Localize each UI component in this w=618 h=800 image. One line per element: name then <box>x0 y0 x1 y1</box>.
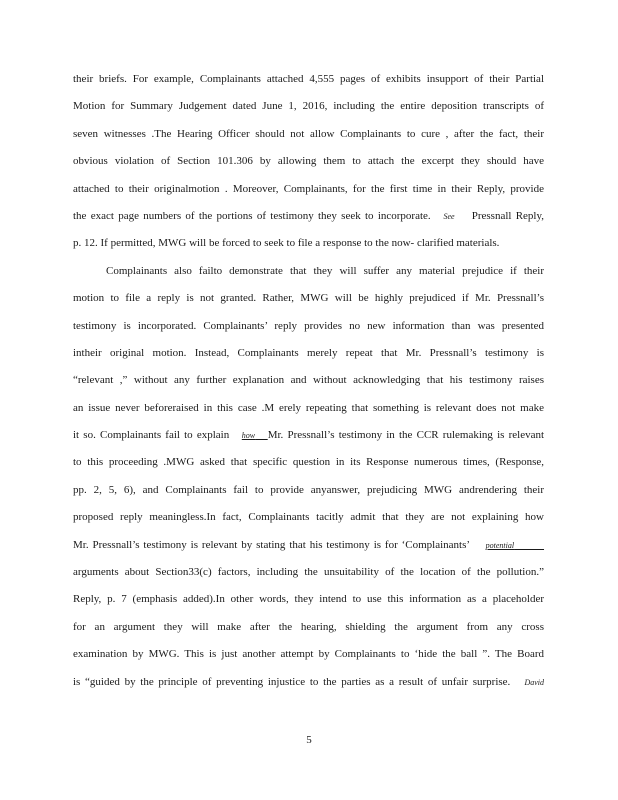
citation-signal: See <box>443 211 455 221</box>
text-line: arguments about Section33(c) factors, including the unsuitability of the location of the pollution.” <box>73 566 544 579</box>
emphasis-how: how <box>241 431 256 441</box>
page-number: 5 <box>306 734 312 746</box>
text-line: intheir original motion. Instead, Complainants merely repeat that Mr. Pressnall’s testimony is <box>73 346 544 359</box>
body-text <box>73 70 544 700</box>
text-line: pp. 2, 5, 6), and Complainants fail to provide anyanswer, prejudicing MWG andrendering their <box>73 483 544 496</box>
text-line: proposed reply meaningless.In fact, Complainants tacitly admit that they are not explaining how <box>73 511 544 524</box>
text-line: their briefs. For example, Complainants attached 4,555 pages of exhibits insupport of their Partial <box>73 73 544 85</box>
text-line: for an argument they will make after the hearing, shielding the argument from any cross <box>73 620 544 633</box>
text-line: it so. Complainants fail to explain how Mr. Pressnall’s testimony in the CCR rulemaking is relevant <box>73 429 545 442</box>
text-line: motion to file a reply is not granted. Rather, MWG will be highly prejudiced if Mr. Pressnall’s <box>73 292 544 305</box>
text-line: the exact page numbers of the portions of testimony they seek to incorporate. See Pressnall Reply, <box>73 209 545 222</box>
text-line: attached to their originalmotion . Moreover, Complainants, for the first time in their Reply, provide <box>73 182 544 195</box>
text-line: p. 12. If permitted, MWG will be forced to seek to file a response to the now- clarified materials. <box>73 237 500 250</box>
text-line: an issue never beforeraised in this case .M erely repeating that something is relevant does not make <box>73 401 544 414</box>
text-line: is “guided by the principle of preventing injustice to the parties as a result of unfair surprise. David <box>73 675 545 688</box>
text-line: “relevant ,” without any further explanation and without acknowledging that his testimony raises <box>73 374 544 387</box>
text-line: Reply, p. 7 (emphasis added).In other words, they intend to use this information as a placeholder <box>73 593 544 606</box>
text-line: Motion for Summary Judgement dated June 1, 2016, including the entire deposition transcripts of <box>73 100 544 113</box>
text-line: obvious violation of Section 101.306 by allowing them to attach the excerpt they should have <box>73 155 544 168</box>
text-line-paragraph-start: Complainants also failto demonstrate that they will suffer any material prejudice if their <box>106 264 544 277</box>
text-line: seven witnesses .The Hearing Officer should not allow Complainants to cure , after the fact, their <box>73 127 544 140</box>
emphasis-potential: potential <box>485 540 515 550</box>
text-line: examination by MWG. This is just another attempt by Complainants to ‘hide the ball ”. The Board <box>73 648 544 661</box>
case-citation-start: David <box>524 677 545 687</box>
text-line: Mr. Pressnall’s testimony is relevant by stating that his testimony is for ‘Complainants’ potential <box>73 538 515 551</box>
text-line: to this proceeding .MWG asked that specific question in its Response numerous times, (Response, <box>73 456 544 469</box>
text-line: testimony is incorporated. Complainants’ reply provides no new information than was presented <box>73 319 544 332</box>
